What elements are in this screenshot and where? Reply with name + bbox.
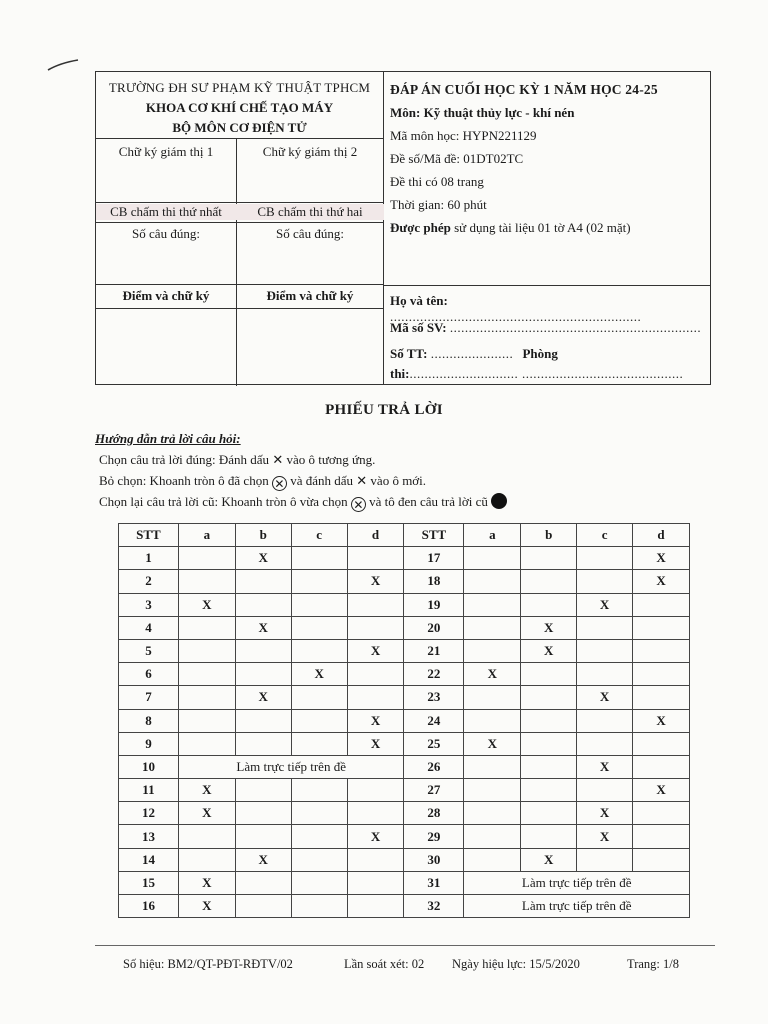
question-number: 16 (119, 895, 179, 918)
faculty-name: KHOA CƠ KHÍ CHẾ TẠO MÁY (145, 100, 334, 115)
question-number: 12 (119, 802, 179, 825)
answer-cell-d[interactable] (633, 593, 690, 616)
department-name: BỘ MÔN CƠ ĐIỆN TỬ (172, 120, 307, 135)
answer-cell-b[interactable] (235, 709, 291, 732)
answer-cell-b[interactable] (235, 732, 291, 755)
answer-cell-a[interactable]: X (178, 779, 235, 802)
answer-cell-c[interactable] (291, 871, 347, 894)
question-number: 13 (119, 825, 179, 848)
question-number: 31 (404, 871, 464, 894)
table-row (119, 616, 690, 639)
answer-cell-b[interactable] (521, 686, 577, 709)
student-name-field[interactable]: Họ và tên: ................................................................... (390, 293, 642, 324)
answer-cell-c[interactable] (291, 547, 347, 570)
question-number: 11 (119, 779, 179, 802)
answer-cell-d[interactable] (633, 639, 690, 662)
answer-cell-a[interactable] (464, 570, 521, 593)
table-row (119, 639, 690, 662)
answer-cell-c[interactable] (577, 779, 633, 802)
answer-cell-b[interactable] (235, 871, 291, 894)
answer-cell-a[interactable] (178, 616, 235, 639)
question-number: 24 (404, 709, 464, 732)
answer-cell-c[interactable] (577, 848, 633, 871)
subject: Kỹ thuật thủy lực - khí nén (423, 105, 575, 120)
answer-cell-a[interactable]: X (464, 663, 521, 686)
question-number: 3 (119, 593, 179, 616)
answer-cell-d[interactable] (347, 802, 404, 825)
answer-cell-c[interactable]: X (577, 802, 633, 825)
x-mark-icon: ✕ (272, 452, 284, 467)
answer-cell-b[interactable] (521, 802, 577, 825)
review-number: Lần soát xét: 02 (344, 957, 425, 971)
column-header: a (178, 524, 235, 547)
instructions-heading: Hướng dẫn trả lời câu hỏi: (95, 431, 241, 446)
answer-cell-b[interactable]: X (521, 848, 577, 871)
answer-cell-d[interactable]: X (633, 547, 690, 570)
exam-code: Đề số/Mã đề: 01DT02TC (390, 151, 524, 166)
answer-cell-c[interactable]: X (577, 755, 633, 778)
answer-cell-c[interactable] (577, 547, 633, 570)
answer-cell-d[interactable] (633, 825, 690, 848)
header-right (384, 72, 710, 384)
answer-note: Làm trực tiếp trên đề (464, 895, 690, 918)
answer-cell-a[interactable] (464, 848, 521, 871)
answer-cell-b[interactable]: X (235, 848, 291, 871)
answer-cell-a[interactable] (464, 593, 521, 616)
table-header-row (119, 524, 690, 547)
x-mark-icon: ✕ (356, 473, 368, 488)
answer-cell-a[interactable]: X (178, 802, 235, 825)
answer-cell-c[interactable] (577, 709, 633, 732)
question-number: 25 (404, 732, 464, 755)
answer-cell-c[interactable] (291, 709, 347, 732)
answer-cell-c[interactable] (291, 616, 347, 639)
column-header: d (633, 524, 690, 547)
grader1-label: CB chấm thi thứ nhất (96, 204, 236, 220)
answer-cell-a[interactable] (464, 686, 521, 709)
answer-cell-b[interactable] (235, 570, 291, 593)
proctor1-label: Chữ ký giám thị 1 (118, 144, 214, 159)
answer-cell-b[interactable] (235, 802, 291, 825)
answer-cell-b[interactable] (521, 732, 577, 755)
question-number: 17 (404, 547, 464, 570)
exam-time: Thời gian: 60 phút (390, 197, 487, 212)
question-number: 2 (119, 570, 179, 593)
question-number: 30 (404, 848, 464, 871)
answer-cell-b[interactable] (235, 639, 291, 662)
answer-cell-a[interactable]: X (178, 871, 235, 894)
answer-cell-c[interactable] (291, 732, 347, 755)
column-header: b (521, 524, 577, 547)
answer-cell-d[interactable] (633, 686, 690, 709)
answer-cell-b[interactable] (521, 663, 577, 686)
answer-table (118, 523, 690, 918)
column-header: b (235, 524, 291, 547)
answer-cell-c[interactable] (577, 616, 633, 639)
column-header: c (577, 524, 633, 547)
question-number: 19 (404, 593, 464, 616)
question-number: 28 (404, 802, 464, 825)
table-row (119, 802, 690, 825)
seat-number-field[interactable]: Số TT: ...................... Phòng (390, 346, 558, 361)
answer-cell-a[interactable] (464, 802, 521, 825)
column-header: STT (404, 524, 464, 547)
answer-cell-a[interactable] (464, 755, 521, 778)
question-number: 20 (404, 616, 464, 639)
header-left (96, 72, 384, 384)
question-number: 14 (119, 848, 179, 871)
answer-cell-b[interactable] (235, 895, 291, 918)
question-number: 15 (119, 871, 179, 894)
table-row (119, 593, 690, 616)
answer-cell-a[interactable]: X (178, 895, 235, 918)
answer-cell-c[interactable]: X (291, 663, 347, 686)
exam-header (95, 71, 711, 385)
answer-cell-d[interactable] (347, 848, 404, 871)
answer-cell-d[interactable]: X (347, 709, 404, 732)
answer-cell-d[interactable] (347, 871, 404, 894)
course-code: Mã môn học: HYPN221129 (390, 128, 537, 143)
effective-date: Ngày hiệu lực: 15/5/2020 (452, 957, 580, 971)
answer-cell-d[interactable] (633, 802, 690, 825)
answer-cell-c[interactable]: X (577, 686, 633, 709)
subject-line: Môn: Kỹ thuật thủy lực - khí nén (390, 105, 575, 120)
answer-cell-c[interactable]: X (577, 593, 633, 616)
answer-cell-c[interactable] (291, 639, 347, 662)
answer-cell-b[interactable] (235, 779, 291, 802)
answer-cell-b[interactable] (521, 709, 577, 732)
answer-cell-d[interactable] (347, 593, 404, 616)
answer-cell-b[interactable] (235, 593, 291, 616)
answer-cell-d[interactable]: X (347, 570, 404, 593)
instruction-line-1: Chọn câu trả lời đúng: Đánh dấu ✕ vào ô tương ứng. (99, 452, 376, 467)
answer-cell-c[interactable] (291, 570, 347, 593)
allowed-materials: Được phép sử dụng tài liệu 01 tờ A4 (02 mặt) (390, 220, 631, 235)
question-number: 32 (404, 895, 464, 918)
answer-cell-a[interactable] (178, 709, 235, 732)
answer-cell-b[interactable]: X (235, 686, 291, 709)
answer-cell-a[interactable] (464, 547, 521, 570)
question-number: 23 (404, 686, 464, 709)
answer-cell-d[interactable] (633, 663, 690, 686)
question-number: 29 (404, 825, 464, 848)
answer-cell-d[interactable]: X (633, 709, 690, 732)
answer-cell-b[interactable] (521, 825, 577, 848)
answer-cell-d[interactable] (633, 848, 690, 871)
answer-cell-d[interactable]: X (347, 732, 404, 755)
answer-cell-a[interactable]: X (178, 593, 235, 616)
answer-cell-d[interactable] (347, 686, 404, 709)
answer-note: Làm trực tiếp trên đề (464, 871, 690, 894)
correct-count2-label: Số câu đúng: (276, 226, 344, 241)
column-header: c (291, 524, 347, 547)
answer-cell-a[interactable] (464, 709, 521, 732)
answer-cell-d[interactable]: X (347, 825, 404, 848)
question-number: 7 (119, 686, 179, 709)
table-row (119, 709, 690, 732)
answer-cell-c[interactable] (291, 686, 347, 709)
answer-cell-b[interactable] (521, 755, 577, 778)
answer-cell-c[interactable] (577, 639, 633, 662)
instructions (95, 428, 507, 512)
answer-cell-d[interactable] (347, 616, 404, 639)
table-row (119, 732, 690, 755)
answer-cell-d[interactable] (347, 663, 404, 686)
table-row (119, 663, 690, 686)
grader2-label: CB chấm thi thứ hai (236, 204, 384, 220)
table-row (119, 871, 690, 894)
table-row (119, 755, 690, 778)
answer-cell-a[interactable] (178, 825, 235, 848)
proctor2-label: Chữ ký giám thị 2 (262, 144, 358, 159)
question-number: 27 (404, 779, 464, 802)
answer-cell-b[interactable]: X (235, 547, 291, 570)
page-count: Đề thi có 08 trang (390, 174, 484, 189)
column-header: a (464, 524, 521, 547)
exam-title: ĐÁP ÁN CUỐI HỌC KỲ 1 NĂM HỌC 24-25 (390, 82, 658, 97)
page-number: Trang: 1/8 (627, 957, 679, 971)
answer-cell-d[interactable]: X (633, 570, 690, 593)
answer-cell-c[interactable] (291, 825, 347, 848)
answer-cell-b[interactable] (521, 547, 577, 570)
instruction-line-3: Chọn lại câu trả lời cũ: Khoanh tròn ô vừa chọn ✕ và tô đen câu trả lời cũ (95, 491, 507, 512)
answer-cell-c[interactable] (291, 895, 347, 918)
answer-cell-a[interactable] (178, 848, 235, 871)
score-signature2-label: Điểm và chữ ký (266, 288, 354, 303)
answer-cell-c[interactable] (291, 848, 347, 871)
answer-cell-a[interactable] (178, 547, 235, 570)
table-row (119, 547, 690, 570)
table-row (119, 895, 690, 918)
answer-cell-b[interactable]: X (521, 639, 577, 662)
question-number: 9 (119, 732, 179, 755)
question-number: 26 (404, 755, 464, 778)
column-header: d (347, 524, 404, 547)
doc-number: Số hiệu: BM2/QT-PĐT-RĐTV/02 (123, 957, 293, 971)
answer-cell-a[interactable] (464, 825, 521, 848)
answer-cell-b[interactable] (521, 779, 577, 802)
answer-cell-b[interactable] (235, 663, 291, 686)
question-number: 8 (119, 709, 179, 732)
room-field[interactable]: thi:............................. ........................................... (390, 366, 684, 381)
answer-cell-c[interactable] (577, 663, 633, 686)
answer-cell-a[interactable] (178, 639, 235, 662)
table-row (119, 825, 690, 848)
question-number: 18 (404, 570, 464, 593)
question-number: 21 (404, 639, 464, 662)
correct-count1-label: Số câu đúng: (132, 226, 200, 241)
answer-cell-b[interactable]: X (235, 616, 291, 639)
question-number: 1 (119, 547, 179, 570)
answer-cell-c[interactable] (577, 570, 633, 593)
answer-cell-c[interactable] (291, 802, 347, 825)
answer-cell-d[interactable] (633, 616, 690, 639)
answer-cell-c[interactable] (291, 593, 347, 616)
answer-cell-d[interactable]: X (347, 639, 404, 662)
answer-cell-d[interactable]: X (633, 779, 690, 802)
table-row (119, 570, 690, 593)
pen-mark (46, 58, 80, 72)
answer-sheet-title: PHIẾU TRẢ LỜI (325, 402, 443, 418)
circled-x-icon: ✕ (272, 476, 287, 491)
question-number: 4 (119, 616, 179, 639)
answer-cell-d[interactable] (347, 895, 404, 918)
answer-cell-d[interactable] (347, 547, 404, 570)
filled-circle-icon (491, 493, 507, 509)
table-row (119, 779, 690, 802)
answer-cell-a[interactable] (178, 732, 235, 755)
question-number: 6 (119, 663, 179, 686)
answer-cell-a[interactable] (464, 616, 521, 639)
column-header: STT (119, 524, 179, 547)
circled-x-icon: ✕ (351, 497, 366, 512)
question-number: 5 (119, 639, 179, 662)
answer-cell-b[interactable] (235, 825, 291, 848)
student-id-field[interactable]: Mã số SV: ................................................................... (390, 320, 702, 335)
answer-cell-a[interactable]: X (464, 732, 521, 755)
question-number: 22 (404, 663, 464, 686)
question-number: 10 (119, 755, 179, 778)
answer-cell-b[interactable] (521, 593, 577, 616)
answer-cell-b[interactable] (521, 570, 577, 593)
answer-cell-c[interactable] (577, 732, 633, 755)
answer-note: Làm trực tiếp trên đề (178, 755, 404, 778)
table-row (119, 848, 690, 871)
answer-cell-c[interactable] (291, 779, 347, 802)
answer-cell-d[interactable] (347, 779, 404, 802)
table-row (119, 686, 690, 709)
instruction-line-2: Bỏ chọn: Khoanh tròn ô đã chọn ✕ và đánh dấu ✕ vào ô mới. (99, 473, 427, 491)
answer-cell-d[interactable] (633, 755, 690, 778)
answer-cell-a[interactable] (464, 779, 521, 802)
answer-cell-a[interactable] (464, 639, 521, 662)
answer-cell-a[interactable] (178, 570, 235, 593)
answer-cell-a[interactable] (178, 686, 235, 709)
answer-cell-d[interactable] (633, 732, 690, 755)
answer-cell-a[interactable] (178, 663, 235, 686)
answer-cell-c[interactable]: X (577, 825, 633, 848)
school-name: TRƯỜNG ĐH SƯ PHẠM KỸ THUẬT TPHCM (108, 80, 371, 95)
score-signature1-label: Điểm và chữ ký (122, 288, 210, 303)
answer-cell-b[interactable]: X (521, 616, 577, 639)
